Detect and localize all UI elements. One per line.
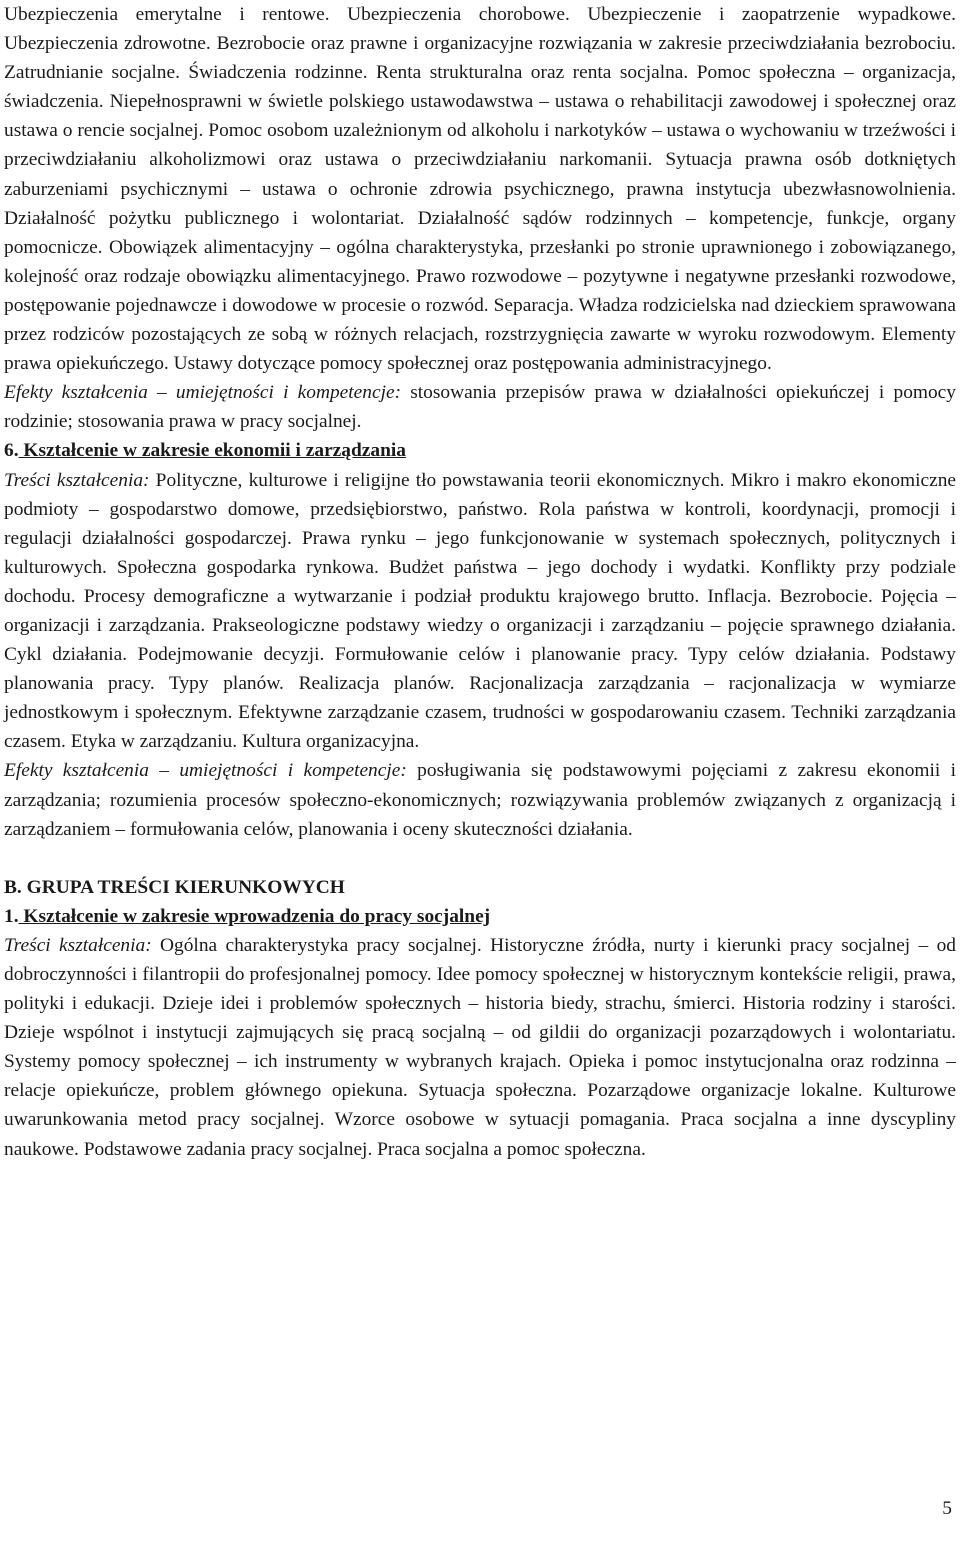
group-b-heading: B. GRUPA TREŚCI KIERUNKOWYCH: [4, 876, 345, 898]
section-6-heading: [4, 436, 956, 465]
effects-text: posługiwania się podstawowymi pojęciami z zakresu ekonomii i zarządzania; rozumienia procesów społeczno-ekonomicznych; rozwiązywania problemów związanych z organizacją i zarządzaniem – formułowania celów, planowania i oceny skuteczności działania.: [4, 760, 957, 840]
document-page: [4, 0, 956, 1164]
effects-label: Efekty kształcenia – umiejętności i kompetencje:: [4, 382, 402, 404]
paragraph-economics-content: [4, 466, 956, 757]
spacer: [4, 844, 956, 873]
content-label: Treści kształcenia:: [4, 469, 150, 491]
paragraph-legal-topics: Ubezpieczenia emerytalne i rentowe. Ubezpieczenia chorobowe. Ubezpieczenie i zaopatrzenie wypadkowe. Ubezpieczenia zdrowotne. Bezrobocie oraz prawne i organizacyjne rozwiązania w zakresie przeciwdziałania bezrobociu. Zatrudnianie socjalne. Świadczenia rodzinne. Renta strukturalna oraz renta socjalna. Pomoc społeczna – organizacja, świadczenia. Niepełnosprawni w świetle polskiego ustawodawstwa – ustawa o rehabilitacji zawodowej i społecznej oraz ustawa o rencie socjalnej. Pomoc osobom uzależnionym od alkoholu i narkotyków – ustawa o wychowaniu w trzeźwości i przeciwdziałaniu alkoholizmowi oraz ustawa o przeciwdziałaniu narkomanii. Sytuacja prawna osób dotkniętych zaburzeniami psychicznymi – ustawa o ochronie zdrowia psychicznego, prawna instytucja ubezwłasnowolnienia. Działalność pożytku publicznego i wolontariat. Działalność sądów rodzinnych – kompetencje, funkcje, organy pomocnicze. Obowiązek alimentacyjny – ogólna charakterystyka, przesłanki po stronie uprawnionego i zobowiązanego, kolejność oraz rodzaje obowiązku alimentacyjnego. Prawo rozwodowe – pozytywne i negatywne przesłanki rozwodowe, postępowanie pojednawcze i dowodowe w procesie o rozwód. Separacja. Władza rodzicielska nad dzieckiem sprawowana przez rodziców pozostających ze sobą w różnych relacjach, rozstrzygnięcia zawarte w wyroku rozwodowym. Elementy prawa opiekuńczego. Ustawy dotyczące pomocy społecznej oraz postępowania administracyjnego.: [4, 4, 956, 375]
section-b1-heading: [4, 902, 956, 931]
paragraph-social-work-content: [4, 931, 956, 1164]
page-number: 5: [942, 1498, 952, 1519]
paragraph-legal-effects: [4, 378, 956, 436]
section-b1-title: Kształcenie w zakresie wprowadzenia do pracy socjalnej: [18, 905, 491, 927]
effects-label: Efekty kształcenia – umiejętności i kompetencje:: [4, 760, 407, 782]
content-label: Treści kształcenia:: [4, 934, 152, 956]
effects-text: stosowania przepisów prawa w działalności opiekuńczej i pomocy rodzinie; stosowania prawa w pracy socjalnej.: [4, 382, 956, 433]
content-text: Polityczne, kulturowe i religijne tło powstawania teorii ekonomicznych. Mikro i makro ekonomiczne podmioty – gospodarstwo domowe, przedsiębiorstwo, państwo. Rola państwa w kontroli, koordynacji, promocji i regulacji działalności gospodarczej. Prawa rynku – jego funkcjonowanie w systemach społecznych, politycznych i kulturowych. Społeczna gospodarka rynkowa. Budżet państwa – jego dochody i wydatki. Konflikty przy podziale dochodu. Procesy demograficzne a wytwarzanie i podział produktu krajowego brutto. Inflacja. Bezrobocie. Pojęcia – organizacji i zarządzania. Prakseologiczne podstawy wiedzy o organizacji i zarządzaniu – pojęcie sprawnego działania. Cykl działania. Podejmowanie decyzji. Formułowanie celów i planowanie pracy. Typy celów działania. Podstawy planowania pracy. Typy planów. Realizacja planów. Racjonalizacja zarządzania – racjonalizacja w wymiarze jednostkowym i społecznym. Efektywne zarządzanie czasem, trudności w gospodarowaniu czasem. Techniki zarządzania czasem. Etyka w zarządzaniu. Kultura organizacyjna.: [4, 469, 957, 753]
section-6-number: 6.: [4, 440, 19, 462]
section-b1-number: 1.: [4, 905, 19, 927]
content-text: Ogólna charakterystyka pracy socjalnej. Historyczne źródła, nurty i kierunki pracy socjalnej – od dobroczynności i filantropii do profesjonalnej pomocy. Idee pomocy społecznej w historycznym kontekście religii, prawa, polityki i edukacji. Dzieje idei i problemów społecznych – historia biedy, strachu, śmierci. Historia rodziny i starości. Dzieje wspólnot i instytucji zajmujących się pracą socjalną – od gildii do organizacji pozarządowych i wolontariatu. Systemy pomocy społecznej – ich instrumenty w wybranych krajach. Opieka i pomoc instytucjonalna oraz rodzinna – relacje opiekuńcze, problem głównego opiekuna. Sytuacja społeczna. Pozarządowe organizacje lokalne. Kulturowe uwarunkowania metod pracy socjalnej. Wzorce osobowe w sytuacji pomagania. Praca socjalna a inne dyscypliny naukowe. Podstawowe zadania pracy socjalnej. Praca socjalna a pomoc społeczna.: [4, 934, 956, 1160]
section-6-title: Kształcenie w zakresie ekonomii i zarządzania: [18, 440, 406, 462]
paragraph-economics-effects: [4, 756, 956, 843]
